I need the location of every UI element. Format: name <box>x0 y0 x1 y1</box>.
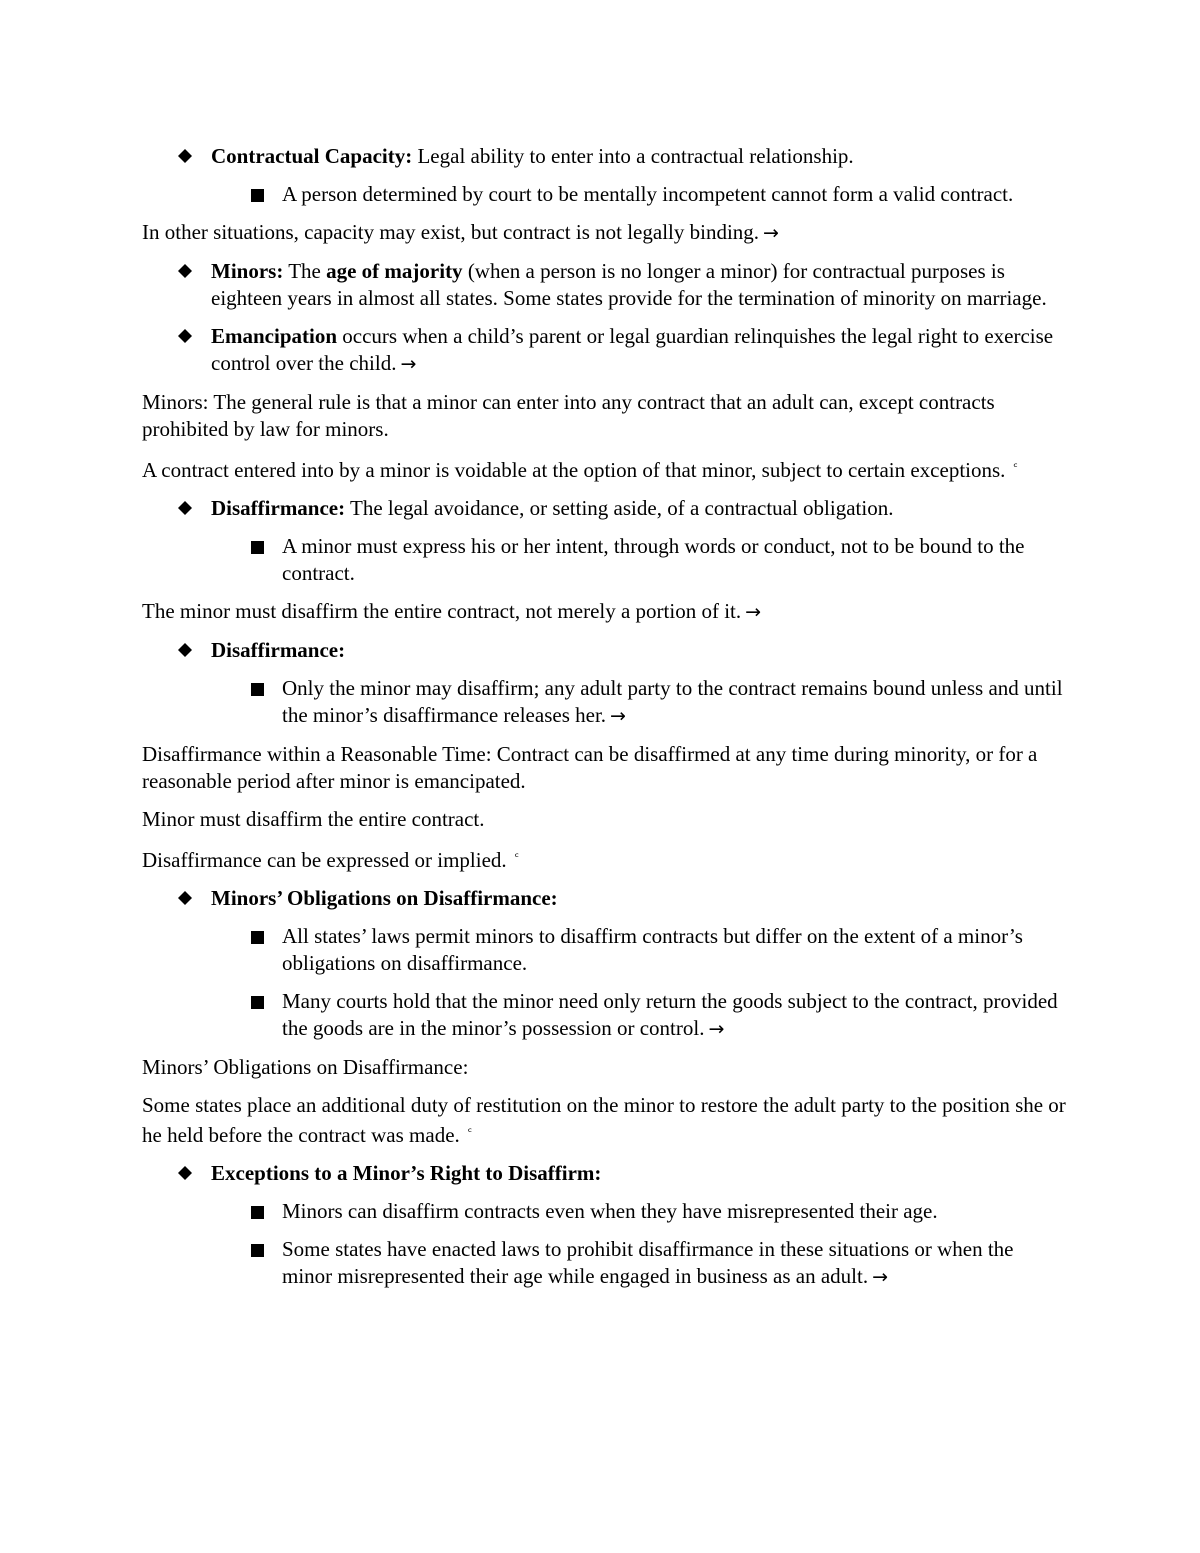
square-bullet-icon <box>251 189 264 202</box>
sub-bullet-text: Only the minor may disaffirm; any adult party to the contract remains bound unless and until the minor’s disaffirmance releases her. <box>282 676 1063 727</box>
diamond-bullet-icon <box>178 891 192 905</box>
definition-text: The <box>283 259 327 283</box>
paragraph-text: Some states place an additional duty of restitution on the minor to restore the adult party to the position she or he held before the contract was made. <box>142 1093 1066 1147</box>
paragraph-text: Minor must disaffirm the entire contract. <box>142 807 485 831</box>
document-body <box>142 143 1067 1302</box>
definition-text: (when a person is no longer a minor) for contractual purposes is eighteen years in almost all states. Some states provide for the termination of minority on marriage. <box>211 259 1047 310</box>
paragraph-text: Disaffirmance can be expressed or implied. <box>142 848 507 872</box>
term-age-of-majority: age of majority <box>326 259 463 283</box>
diamond-bullet-icon <box>178 329 192 343</box>
bullet-minors-obligations <box>142 885 1067 912</box>
bullet-contractual-capacity <box>142 143 1067 170</box>
square-bullet-icon <box>251 1206 264 1219</box>
arrow-right-icon: → <box>610 705 626 727</box>
paragraph-text: Minors: The general rule is that a minor can enter into any contract that an adult can, except contracts prohibited by law for minors. <box>142 390 995 441</box>
arrow-right-icon: → <box>745 601 762 623</box>
back-marker-icon: ᶜ <box>467 1125 473 1139</box>
term-exceptions: Exceptions to a Minor’s Right to Disaffirm: <box>211 1161 602 1185</box>
bullet-emancipation <box>142 323 1067 378</box>
definition-text: Legal ability to enter into a contractual relationship. <box>412 144 854 168</box>
square-bullet-icon <box>251 683 264 696</box>
sub-bullet-text: A person determined by court to be mentally incompetent cannot form a valid contract. <box>282 182 1014 206</box>
term-minors: Minors: <box>211 259 284 283</box>
square-bullet-icon <box>251 931 264 944</box>
paragraph-entire-contract <box>142 598 1067 626</box>
sub-bullet-text: Many courts hold that the minor need only return the goods subject to the contract, provided the goods are in the minor’s possession or control. <box>282 989 1058 1040</box>
arrow-right-icon: → <box>872 1266 889 1288</box>
paragraph-express-implied <box>142 844 1067 874</box>
paragraph-other-situations <box>142 219 1067 247</box>
paragraph-restitution <box>142 1092 1067 1149</box>
sub-bullet-express-intent <box>142 533 1067 587</box>
square-bullet-icon <box>251 541 264 554</box>
paragraph-text: A contract entered into by a minor is voidable at the option of that minor, subject to certain exceptions. <box>142 458 1006 482</box>
arrow-right-icon: → <box>708 1018 725 1040</box>
paragraph-text: Disaffirmance within a Reasonable Time: Contract can be disaffirmed at any time during minority, or for a reasonable period after minor is emancipated. <box>142 742 1038 793</box>
sub-bullet-return-goods <box>142 988 1067 1043</box>
paragraph-voidable <box>142 454 1067 484</box>
diamond-bullet-icon <box>178 264 192 278</box>
term-contractual-capacity: Contractual Capacity: <box>211 144 413 168</box>
arrow-right-icon: → <box>400 353 417 375</box>
sub-bullet-text: All states’ laws permit minors to disaffirm contracts but differ on the extent of a minor’s obligations on disaffirmance. <box>282 924 1023 975</box>
diamond-bullet-icon <box>178 1166 192 1180</box>
paragraph-general-rule <box>142 389 1067 443</box>
sub-bullet-misrepresented-age <box>142 1198 1067 1225</box>
sub-bullet-text: A minor must express his or her intent, through words or conduct, not to be bound to the contract. <box>282 534 1025 585</box>
term-emancipation: Emancipation <box>211 324 338 348</box>
definition-text: occurs when a child’s parent or legal guardian relinquishes the legal right to exercise control over the child. <box>211 324 1054 375</box>
paragraph-text: Minors’ Obligations on Disaffirmance: <box>142 1055 469 1079</box>
arrow-right-icon: → <box>763 222 779 244</box>
sub-bullet-only-minor <box>142 675 1067 730</box>
paragraph-entire-contract-2 <box>142 806 1067 833</box>
square-bullet-icon <box>251 996 264 1009</box>
square-bullet-icon <box>251 1244 264 1257</box>
sub-bullet-mental-incompetence <box>142 181 1067 208</box>
back-marker-icon: ᶜ <box>514 850 520 864</box>
bullet-disaffirmance <box>142 637 1067 664</box>
bullet-minors <box>142 258 1067 312</box>
sub-bullet-all-states <box>142 923 1067 977</box>
diamond-bullet-icon <box>178 643 192 657</box>
paragraph-text: In other situations, capacity may exist, but contract is not legally binding. <box>142 220 760 244</box>
term-disaffirmance: Disaffirmance: <box>211 638 346 662</box>
paragraph-text: The minor must disaffirm the entire contract, not merely a portion of it. <box>142 599 742 623</box>
bullet-exceptions <box>142 1160 1067 1187</box>
bullet-disaffirmance-definition <box>142 495 1067 522</box>
diamond-bullet-icon <box>178 501 192 515</box>
back-marker-icon: ᶜ <box>1013 460 1018 474</box>
paragraph-reasonable-time <box>142 741 1067 795</box>
sub-bullet-text: Some states have enacted laws to prohibit disaffirmance in these situations or when the minor misrepresented their age while engaged in business as an adult. <box>282 1237 1014 1288</box>
term-disaffirmance: Disaffirmance: <box>211 496 346 520</box>
sub-bullet-state-laws <box>142 1236 1067 1291</box>
paragraph-obligations-heading <box>142 1054 1067 1081</box>
diamond-bullet-icon <box>178 149 192 163</box>
sub-bullet-text: Minors can disaffirm contracts even when they have misrepresented their age. <box>282 1199 938 1223</box>
definition-text: The legal avoidance, or setting aside, of a contractual obligation. <box>345 496 894 520</box>
term-minors-obligations: Minors’ Obligations on Disaffirmance: <box>211 886 558 910</box>
